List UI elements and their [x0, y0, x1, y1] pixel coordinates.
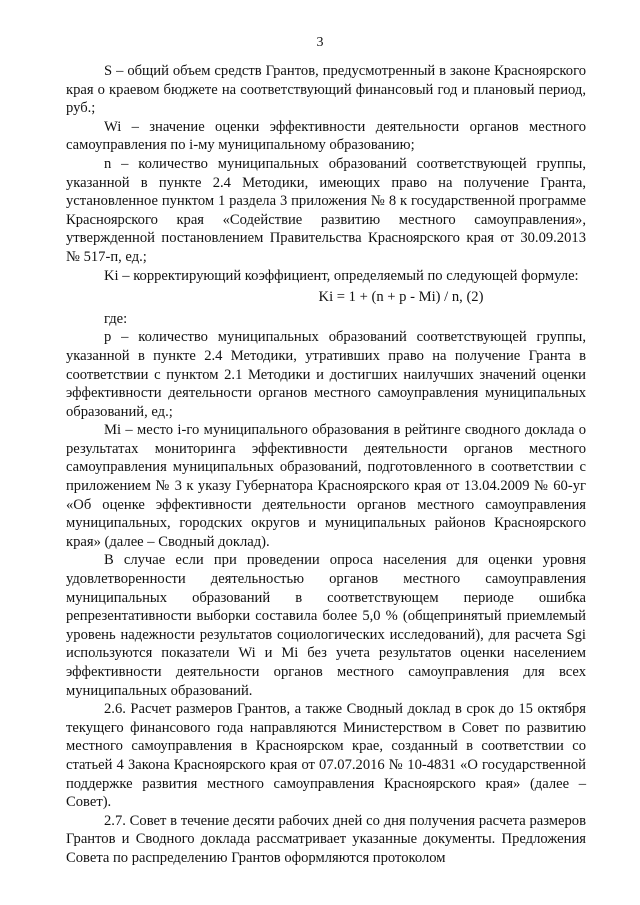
paragraph-clause-2-6: 2.6. Расчет размеров Грантов, а также Сводный доклад в срок до 15 октября текущего финансового года направляются Министерством в Совет по развитию местного самоуправления в Красноярском крае, созданный в соответствии со статьей 4 Закона Красноярского края от 07.07.2016 № 10-4831 «О государственной поддержке развития местного самоуправления Красноярского края» (далее – Совет).: [66, 701, 586, 811]
paragraph-where: где:: [104, 310, 128, 327]
paragraph-mi-definition: Mi – место i-го муниципального образования в рейтинге сводного доклада о результатах мониторинга эффективности деятельности органов местного самоуправления муниципальных образований, подготовленного в соответствии с приложением № 3 к указу Губернатора Красноярского края от 13.04.2009 № 60-уг «Об оценке эффективности деятельности органов местного самоуправления муниципальных, городских округов и муниципальных районов Красноярского края» (далее – Сводный доклад).: [66, 422, 586, 550]
document-body: [66, 62, 586, 868]
paragraph-ki-definition: Ki – корректирующий коэффициент, определяемый по следующей формуле:: [104, 267, 579, 284]
paragraph-wi-definition: Wi – значение оценки эффективности деятельности органов местного самоуправления по i-му муниципальному образованию;: [66, 118, 586, 154]
paragraph-clause-2-7: 2.7. Совет в течение десяти рабочих дней со дня получения расчета размеров Грантов и Сводного доклада рассматривает указанные документы. Предложения Совета по распределению Грантов оформляются протоколом: [66, 812, 586, 866]
formula-ki: Ki = 1 + (n + p - Mi) / n, (2): [318, 289, 484, 306]
page-number: 3: [316, 35, 324, 50]
paragraph-p-definition: p – количество муниципальных образований соответствующей группы, указанной в пункте 2.4 Методики, утративших право на получение Гранта в соответствии с пунктом 2.1 Методики и достигших наилучших значений оценки эффективности деятельности органов местного самоуправления муниципальных образований, ед.;: [66, 329, 586, 420]
paragraph-n-definition: n – количество муниципальных образований соответствующей группы, указанной в пункте 2.4 Методики, имеющих право на получение Гранта, установленное пунктом 1 раздела 3 приложения № 8 к государственной программе Красноярского края «Содействие развитию местного самоуправления», утвержденной постановлением Правительства Красноярского края от 30.09.2013 № 517-п, ед.;: [66, 155, 586, 265]
paragraph-survey-case: В случае если при проведении опроса населения для оценки уровня удовлетворенности деятельностью органов местного самоуправления муниципальных образований в соответствующем периоде ошибка репрезентативности выборки составила более 5,0 % (общепринятый приемлемый уровень надежности результатов социологических исследований), для расчета Sgi используются показатели Wi и Mi без учета результатов оценки населением эффективности деятельности органов местного самоуправления для всех муниципальных образований.: [66, 552, 586, 699]
paragraph-s-definition: S – общий объем средств Грантов, предусмотренный в законе Красноярского края о краевом бюджете на соответствующий финансовый год и плановый период, руб.;: [66, 63, 586, 117]
